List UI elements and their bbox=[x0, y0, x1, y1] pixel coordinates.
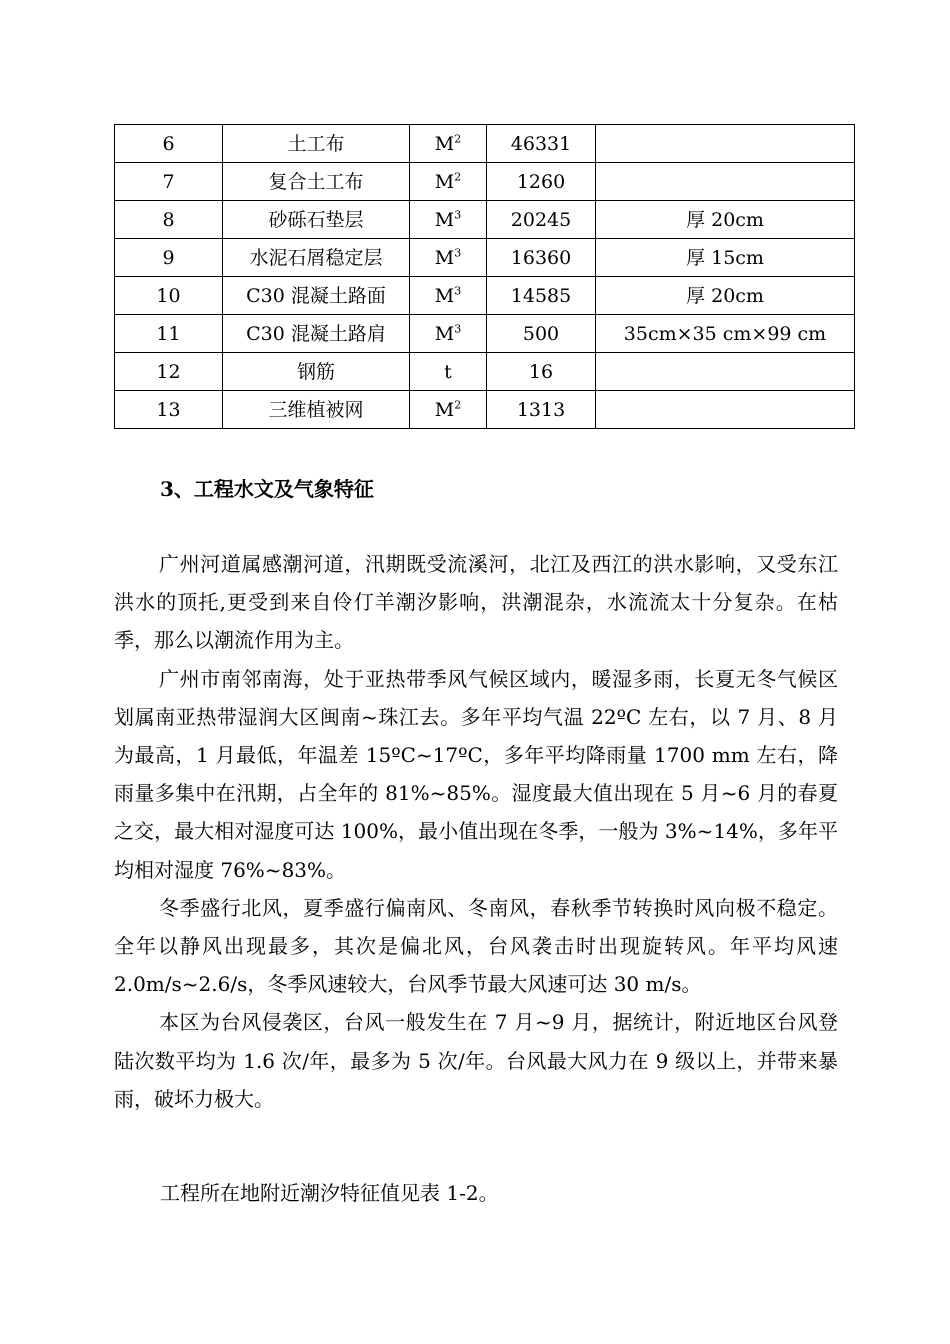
tide-table-reference: 工程所在地附近潮汐特征值见表 1-2。 bbox=[160, 1181, 499, 1205]
paragraph-wind: 冬季盛行北风，夏季盛行偏南风、冬南风，春秋季节转换时风向极不稳定。全年以静风出现最多，其次是偏北风，台风袭击时出现旋转风。年平均风速 2.0m/s~2.6/s，冬季风速较大，台风季节最大风速可达 30 m/s。 bbox=[114, 895, 838, 997]
item-name-cell: 砂砾石垫层 bbox=[223, 201, 410, 239]
unit-cell bbox=[410, 315, 487, 353]
remark-cell bbox=[596, 163, 855, 201]
unit-base: M bbox=[434, 170, 455, 193]
item-name-cell: 水泥石屑稳定层 bbox=[223, 239, 410, 277]
table-row bbox=[115, 391, 855, 429]
item-name-cell: C30 混凝土路面 bbox=[223, 277, 410, 315]
unit-cell bbox=[410, 239, 487, 277]
quantity-cell: 16 bbox=[487, 353, 596, 391]
row-number-cell: 12 bbox=[115, 353, 223, 391]
row-number-cell: 7 bbox=[115, 163, 223, 201]
row-number-cell: 10 bbox=[115, 277, 223, 315]
remark-cell: 35cm×35 cm×99 cm bbox=[596, 315, 855, 353]
unit-exponent: 3 bbox=[454, 208, 462, 222]
table-row bbox=[115, 315, 855, 353]
item-name-cell: 钢筋 bbox=[223, 353, 410, 391]
unit-base: M bbox=[434, 132, 455, 155]
quantity-table-body bbox=[115, 125, 855, 429]
paragraph-climate: 广州市南邻南海，处于亚热带季风气候区域内，暖湿多雨，长夏无冬气候区划属南亚热带湿润大区闽南~珠江去。多年平均气温 22ºC 左右，以 7 月、8 月为最高，1 月最低，年温差 15ºC~17ºC，多年平均降雨量 1700 mm 左右，降雨量多集中在汛期，占全年的 81%~85%。湿度最大值出现在 5 月~6 月的春夏之交，最大相对湿度可达 100%，最小值出现在冬季，一般为 3%~14%，多年平均相对湿度 76%~83%。 bbox=[114, 666, 838, 882]
remark-cell: 厚 15cm bbox=[596, 239, 855, 277]
paragraph-typhoon: 本区为台风侵袭区，台风一般发生在 7 月~9 月，据统计，附近地区台风登陆次数平均为 1.6 次/年，最多为 5 次/年。台风最大风力在 9 级以上，并带来暴雨，破坏力极大。 bbox=[114, 1010, 838, 1111]
table-row bbox=[115, 125, 855, 163]
unit-cell bbox=[410, 163, 487, 201]
table-row bbox=[115, 353, 855, 391]
quantity-cell: 14585 bbox=[487, 277, 596, 315]
quantity-cell: 1260 bbox=[487, 163, 596, 201]
item-name-cell: 土工布 bbox=[223, 125, 410, 163]
quantity-cell: 16360 bbox=[487, 239, 596, 277]
unit-base: t bbox=[444, 360, 452, 383]
item-name-cell: 三维植被网 bbox=[223, 391, 410, 429]
unit-exponent: 3 bbox=[454, 246, 462, 260]
quantity-table bbox=[114, 124, 855, 429]
section-heading: 3、工程水文及气象特征 bbox=[160, 477, 374, 501]
item-name-cell: C30 混凝土路肩 bbox=[223, 315, 410, 353]
row-number-cell: 11 bbox=[115, 315, 223, 353]
unit-exponent: 3 bbox=[454, 322, 462, 336]
row-number-cell: 13 bbox=[115, 391, 223, 429]
unit-base: M bbox=[434, 246, 455, 269]
paragraph-hydrology: 广州河道属感潮河道，汛期既受流溪河，北江及西江的洪水影响，又受东江洪水的顶托,更受到来自伶仃羊潮汐影响，洪潮混杂，水流流太十分复杂。在枯季，那么以潮流作用为主。 bbox=[114, 552, 838, 653]
remark-cell bbox=[596, 353, 855, 391]
table-row bbox=[115, 277, 855, 315]
remark-cell: 厚 20cm bbox=[596, 201, 855, 239]
row-number-cell: 6 bbox=[115, 125, 223, 163]
quantity-cell: 20245 bbox=[487, 201, 596, 239]
unit-exponent: 2 bbox=[454, 132, 462, 146]
table-row bbox=[115, 201, 855, 239]
unit-cell bbox=[410, 277, 487, 315]
unit-exponent: 2 bbox=[454, 398, 462, 412]
unit-exponent: 3 bbox=[454, 284, 462, 298]
table-row bbox=[115, 163, 855, 201]
remark-cell: 厚 20cm bbox=[596, 277, 855, 315]
remark-cell bbox=[596, 391, 855, 429]
unit-base: M bbox=[434, 208, 455, 231]
unit-base: M bbox=[434, 322, 455, 345]
remark-cell bbox=[596, 125, 855, 163]
row-number-cell: 8 bbox=[115, 201, 223, 239]
row-number-cell: 9 bbox=[115, 239, 223, 277]
unit-cell bbox=[410, 353, 487, 391]
table-row bbox=[115, 239, 855, 277]
item-name-cell: 复合土工布 bbox=[223, 163, 410, 201]
unit-cell bbox=[410, 201, 487, 239]
quantity-cell: 500 bbox=[487, 315, 596, 353]
unit-base: M bbox=[434, 398, 455, 421]
quantity-cell: 1313 bbox=[487, 391, 596, 429]
unit-cell bbox=[410, 125, 487, 163]
unit-cell bbox=[410, 391, 487, 429]
unit-base: M bbox=[434, 284, 455, 307]
quantity-cell: 46331 bbox=[487, 125, 596, 163]
unit-exponent: 2 bbox=[454, 170, 462, 184]
section-body bbox=[114, 545, 838, 1118]
